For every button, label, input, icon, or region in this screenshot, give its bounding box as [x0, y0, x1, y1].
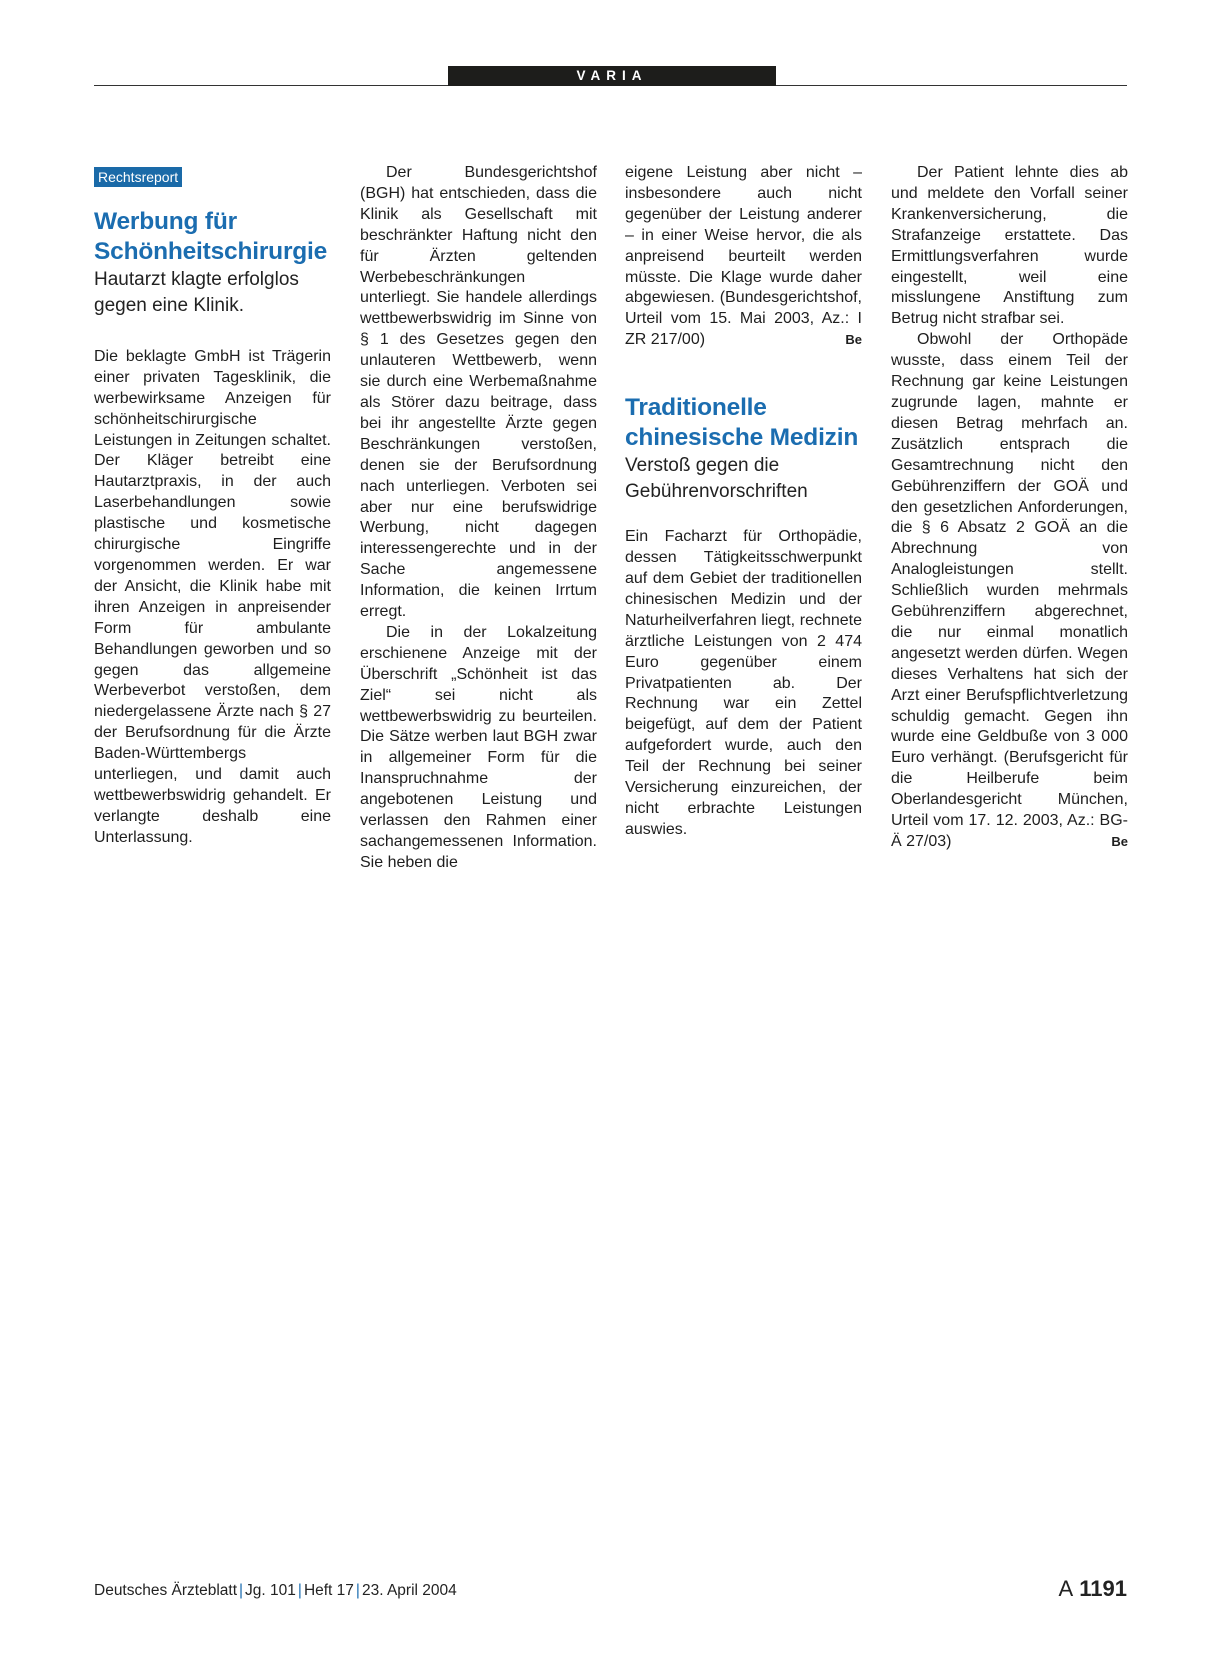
- article-1-subtitle: Hautarzt klagte erfolglos gegen eine Klinik.: [94, 268, 299, 316]
- article-2-paragraph-1: Ein Facharzt für Orthopädie, dessen Tätigkeitsschwerpunkt auf dem Gebiet der traditionellen chinesischen Medizin und der Naturheilverfahren liegt, rechnete ärztliche Leistungen von 2 474 Euro gegenüber einem Privatpatienten ab. Der Rechnung war ein Zettel beigefügt, auf dem der Patient aufgefordert wurde, auch den Teil der Rechnung bei seiner Versicherung einzureichen, der nicht erbrachte Leistungen auswies.: [625, 528, 862, 838]
- article-2-paragraph-2: Der Patient lehnte dies ab und meldete den Vorfall seiner Krankenversicherung, die Strafanzeige erstattete. Das Ermittlungsverfahren wurde eingestellt, weil eine misslungene Anstiftung zum Betrug nicht strafbar sei.: [891, 164, 1128, 328]
- footer: Deutsches Ärzteblatt | Jg. 101 | Heft 17 | 23. April 2004: [94, 1582, 457, 1599]
- article-2-signature: Be: [1111, 834, 1128, 849]
- article-2-paragraph-3-text: Obwohl der Orthopäde wusste, dass einem Teil der Rechnung gar keine Leistungen zugrunde lagen, mahnte er diesen Betrag mehrfach an. Zusätzlich entsprach die Gesamtrechnung nicht den Gebührenziffern der GOÄ und den gesetzlichen Anforderungen, die § 6 Absatz 2 GOÄ an die Abrechnung von Analogleistungen stellt. Schließlich wurden mehrmals Gebührenziffern abgerechnet, die nur einmal monatlich angesetzt werden dürfen. Wegen dieses Verhaltens hat sich der Arzt einer Berufspflichtverletzung schuldig gemacht. Gegen ihn wurde eine Geldbuße von 3 000 Euro verhängt. (Berufsgericht für die Heilberufe beim Oberlandesgericht München, Urteil vom 17. 12. 2003, Az.: BG-Ä 27/03): [891, 331, 1128, 850]
- article-1-title: Werbung für Schönheitschirurgie: [94, 207, 328, 265]
- article-2-subtitle: Verstoß gegen die Gebührenvorschriften: [625, 455, 808, 503]
- article-1-paragraph-3-part-2: eigene Leistung aber nicht – insbesondere auch nicht gegenüber der Leistung anderer – in einer Weise hervor, die als anpreisend beurteilt werden müsste. Die Klage wurde daher abgewiesen. (Bundesgerichtshof, Urteil vom 15. Mai 2003, Az.: I ZR 217/00) Be: [625, 163, 862, 351]
- footer-date: 23. April 2004: [361, 1582, 457, 1599]
- section-label: VARIA: [448, 66, 776, 86]
- page-number: [1058, 1576, 1127, 1602]
- article-1-signature: Be: [845, 332, 862, 348]
- page-number-value: 1191: [1079, 1576, 1127, 1601]
- column-4: [891, 163, 1128, 853]
- footer-issue: Heft 17: [303, 1582, 354, 1599]
- rubric-badge: Rechtsreport: [94, 167, 182, 187]
- article-2-title: Traditionelle chinesische Medizin: [625, 394, 859, 452]
- column-2: [360, 163, 597, 874]
- article-2-paragraph-3: [891, 330, 1128, 853]
- column-3: [625, 163, 862, 841]
- footer-volume: Jg. 101: [245, 1582, 296, 1599]
- column-1: [94, 163, 331, 849]
- page-prefix: A: [1058, 1576, 1074, 1601]
- article-1-paragraph-3-part-1: Die in der Lokalzeitung erschienene Anzeige mit der Überschrift „Schönheit ist das Ziel“ sei nicht als wettbewerbswidrig zu beurteilen. Die Sätze werben laut BGH zwar in allgemeiner Form für die Inanspruchnahme der angebotenen Leistung und verlassen den Rahmen einer sachangemessenen Information. Sie heben die: [360, 623, 597, 871]
- article-1-paragraph-1: Die beklagte GmbH ist Trägerin einer privaten Tagesklinik, die werbewirksame Anzeigen für schönheitschirurgische Leistungen in Zeitungen schaltet. Der Kläger betreibt eine Hautarztpraxis, in der auch Laserbehandlungen sowie plastische und kosmetische chirurgische Eingriffe vorgenommen werden. Er war der Ansicht, die Klinik habe mit ihren Anzeigen in anpreisender Form für ambulante Behandlungen geworben und so gegen das allgemeine Werbeverbot verstoßen, dem niedergelassene Ärzte nach § 27 der Berufsordnung für die Ärzte Baden-Württembergs unterliegen, und damit auch wettbewerbswidrig gehandelt. Er verlangte deshalb eine Unterlassung.: [94, 347, 331, 846]
- footer-journal: Deutsches Ärzteblatt: [94, 1582, 238, 1599]
- article-1-paragraph-2: Der Bundesgerichtshof (BGH) hat entschieden, dass die Klinik als Gesellschaft mit beschränkter Haftung nicht den für Ärzten geltenden Werbebeschränkungen unterliegt. Sie handele allerdings wettbewerbswidrig im Sinne von § 1 des Gesetzes gegen den unlauteren Wettbewerb, wenn sie durch eine Werbemaßnahme als Störer dazu beitrage, dass bei ihr angestellte Ärzte gegen Beschränkungen verstoßen, denen sie der Berufsordnung nach unterliegen. Verboten sei aber nur eine berufswidrige Werbung, nicht dagegen interessengerechte und in der Sache angemessene Information, die keinen Irrtum erregt.: [360, 164, 597, 621]
